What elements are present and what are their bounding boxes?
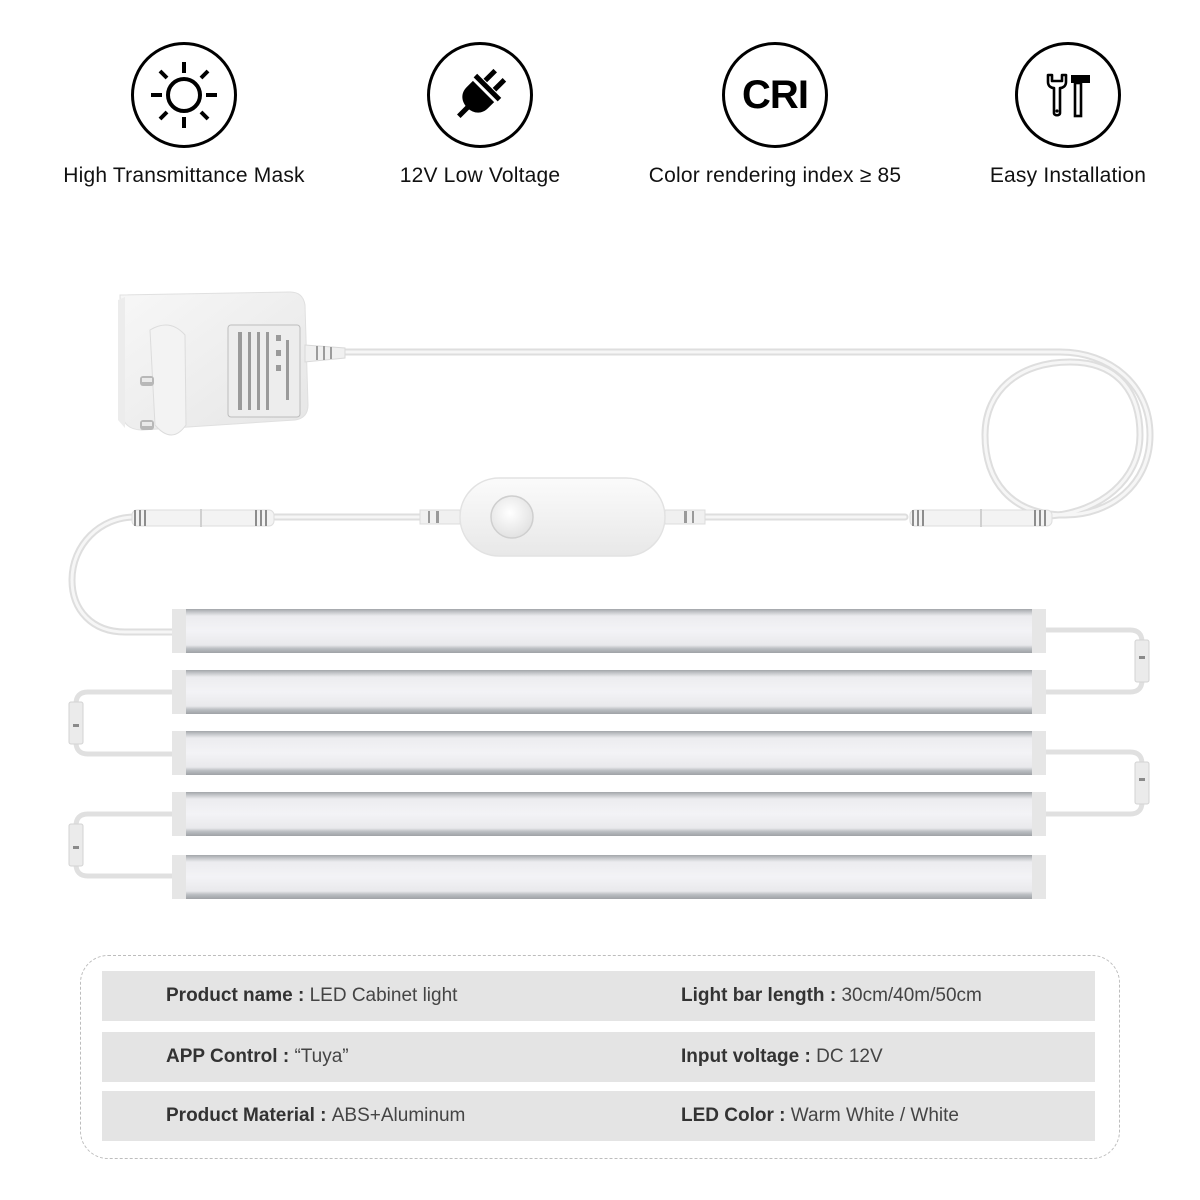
spec-row [102, 1091, 1095, 1141]
feature-cri [625, 42, 925, 188]
plug-icon [427, 42, 533, 148]
spec-input-voltage: Input voltage : DC 12V [681, 1046, 883, 1067]
light-bar-2 [172, 670, 1046, 714]
feature-label: High Transmittance Mask [63, 164, 305, 187]
feature-label: Easy Installation [989, 164, 1147, 187]
spec-table [80, 955, 1120, 1159]
spec-product-material: Product Material : ABS+Aluminum [166, 1105, 466, 1126]
feature-easy-installation [918, 42, 1200, 188]
inline-switch-controller [420, 478, 705, 556]
spec-row [102, 1032, 1095, 1082]
light-bar-5 [172, 855, 1046, 899]
light-bar-1 [172, 609, 1046, 653]
dc-connector-right [910, 509, 1052, 527]
feature-label: Color rendering index ≥ 85 [648, 164, 902, 187]
spec-led-color: LED Color : Warm White / White [681, 1105, 959, 1126]
feature-icons-row [0, 0, 1200, 200]
product-illustration [0, 280, 1200, 940]
spec-light-bar-length: Light bar length : 30cm/40m/50cm [681, 985, 982, 1006]
light-bar-4 [172, 792, 1046, 836]
dc-connector-left [132, 509, 274, 527]
power-adapter [118, 292, 345, 435]
tools-icon [1015, 42, 1121, 148]
cri-icon-text: CRI [742, 72, 808, 117]
led-light-bars [172, 609, 1046, 899]
feature-low-voltage [330, 42, 630, 188]
sun-icon [131, 42, 237, 148]
spec-row [102, 971, 1095, 1021]
spec-app-control: APP Control : “Tuya” [166, 1046, 349, 1067]
light-bar-3 [172, 731, 1046, 775]
cri-icon [722, 42, 828, 148]
spec-product-name: Product name : LED Cabinet light [166, 985, 458, 1006]
feature-label: 12V Low Voltage [399, 164, 561, 187]
feature-high-transmittance [34, 42, 334, 188]
